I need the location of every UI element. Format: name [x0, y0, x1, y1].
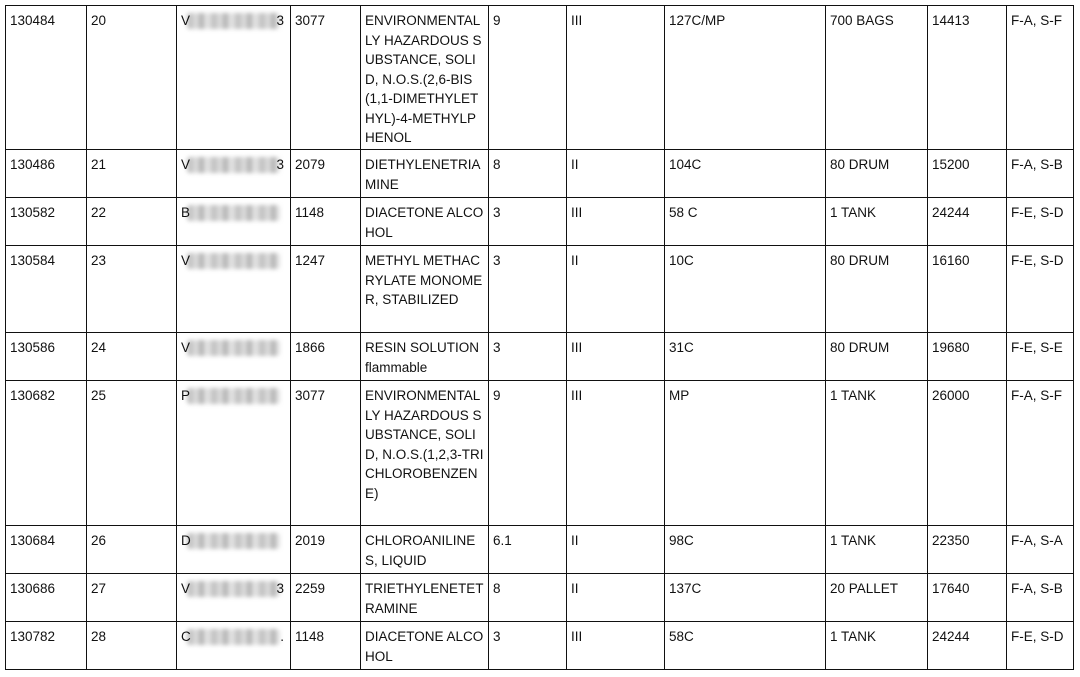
table-row [6, 526, 1074, 574]
un-number-cell: 2079 [291, 150, 361, 198]
redacted-lead-char: P [181, 388, 191, 403]
flash-point-cell: 58C [665, 622, 826, 670]
hazard-class-cell: 9 [489, 381, 567, 526]
un-number-cell: 1866 [291, 333, 361, 381]
weight-cell: 24244 [928, 198, 1007, 246]
proper-shipping-name-cell: DIETHYLENETRIAMINE [361, 150, 489, 198]
redacted-trail-char: 3 [276, 581, 284, 596]
blurred-name-cell [177, 526, 291, 574]
proper-shipping-name-cell: DIACETONE ALCOHOL [361, 198, 489, 246]
proper-shipping-name-cell: ENVIRONMENTALLY HAZARDOUS SUBSTANCE, SOLID, N.O.S.(2,6-BIS(1,1-DIMETHYLETHYL)-4-METHYLPHENOL [361, 6, 489, 150]
packing-group-cell: III [567, 381, 665, 526]
blur-mask [187, 388, 280, 404]
hazard-class-cell: 3 [489, 198, 567, 246]
table-row [6, 246, 1074, 333]
hazard-class-cell: 6.1 [489, 526, 567, 574]
un-number-cell: 1148 [291, 198, 361, 246]
packages-cell: 1 TANK [826, 526, 928, 574]
ems-cell: F-E, S-D [1007, 198, 1074, 246]
sequence-number-cell: 24 [87, 333, 177, 381]
ems-cell: F-A, S-F [1007, 6, 1074, 150]
packages-cell: 1 TANK [826, 622, 928, 670]
sequence-number-cell: 21 [87, 150, 177, 198]
ems-cell: F-A, S-B [1007, 150, 1074, 198]
un-number-cell: 2259 [291, 574, 361, 622]
flash-point-cell: 98C [665, 526, 826, 574]
weight-cell: 19680 [928, 333, 1007, 381]
blurred-name-cell [177, 150, 291, 198]
redacted-text [181, 203, 286, 222]
hazard-class-cell: 3 [489, 246, 567, 333]
flash-point-cell: 10C [665, 246, 826, 333]
sequence-number-cell: 26 [87, 526, 177, 574]
blurred-name-cell [177, 333, 291, 381]
packages-cell: 1 TANK [826, 198, 928, 246]
redacted-lead-char: V [181, 13, 191, 28]
blur-mask [187, 581, 280, 597]
hazard-class-cell: 3 [489, 333, 567, 381]
weight-cell: 24244 [928, 622, 1007, 670]
shipment-id-cell: 130582 [6, 198, 87, 246]
redacted-lead-char: D [181, 533, 191, 548]
packages-cell: 80 DRUM [826, 150, 928, 198]
un-number-cell: 1247 [291, 246, 361, 333]
ems-cell: F-A, S-B [1007, 574, 1074, 622]
blurred-name-cell [177, 381, 291, 526]
hazard-class-cell: 8 [489, 150, 567, 198]
blur-mask [187, 533, 280, 549]
blurred-name-cell [177, 198, 291, 246]
proper-shipping-name-cell: CHLOROANILINES, LIQUID [361, 526, 489, 574]
redacted-text [181, 155, 286, 174]
table-row [6, 198, 1074, 246]
un-number-cell: 3077 [291, 6, 361, 150]
sequence-number-cell: 28 [87, 622, 177, 670]
blur-mask [187, 157, 280, 173]
packages-cell: 1 TANK [826, 381, 928, 526]
redacted-lead-char: B [181, 205, 191, 220]
redacted-text [181, 11, 286, 30]
shipment-id-cell: 130586 [6, 333, 87, 381]
redacted-lead-char: V [181, 253, 191, 268]
weight-cell: 14413 [928, 6, 1007, 150]
table-row [6, 381, 1074, 526]
shipment-id-cell: 130486 [6, 150, 87, 198]
redacted-trail-char: 3 [276, 157, 284, 172]
redacted-text [181, 251, 286, 270]
packages-cell: 80 DRUM [826, 246, 928, 333]
shipment-id-cell: 130782 [6, 622, 87, 670]
redacted-text [181, 579, 286, 598]
sequence-number-cell: 22 [87, 198, 177, 246]
blur-mask [187, 13, 280, 29]
proper-shipping-name-cell: RESIN SOLUTION flammable [361, 333, 489, 381]
packing-group-cell: II [567, 526, 665, 574]
hazard-class-cell: 8 [489, 574, 567, 622]
proper-shipping-name-cell: DIACETONE ALCOHOL [361, 622, 489, 670]
packages-cell: 700 BAGS [826, 6, 928, 150]
ems-cell: F-A, S-A [1007, 526, 1074, 574]
redacted-trail-char: . [280, 629, 284, 644]
un-number-cell: 2019 [291, 526, 361, 574]
table-row [6, 622, 1074, 670]
redacted-lead-char: C [181, 629, 191, 644]
shipment-id-cell: 130686 [6, 574, 87, 622]
blur-mask [187, 253, 280, 269]
flash-point-cell: 104C [665, 150, 826, 198]
redacted-text [181, 531, 286, 550]
shipment-id-cell: 130484 [6, 6, 87, 150]
proper-shipping-name-cell: TRIETHYLENETETRAMINE [361, 574, 489, 622]
un-number-cell: 1148 [291, 622, 361, 670]
weight-cell: 22350 [928, 526, 1007, 574]
table-row [6, 6, 1074, 150]
ems-cell: F-A, S-F [1007, 381, 1074, 526]
weight-cell: 26000 [928, 381, 1007, 526]
packing-group-cell: III [567, 198, 665, 246]
hazard-class-cell: 3 [489, 622, 567, 670]
ems-cell: F-E, S-D [1007, 246, 1074, 333]
packing-group-cell: III [567, 622, 665, 670]
sequence-number-cell: 20 [87, 6, 177, 150]
ems-cell: F-E, S-E [1007, 333, 1074, 381]
flash-point-cell: MP [665, 381, 826, 526]
redacted-lead-char: V [181, 340, 191, 355]
proper-shipping-name-cell: ENVIRONMENTALLY HAZARDOUS SUBSTANCE, SOLID, N.O.S.(1,2,3-TRICHLOROBENZENE) [361, 381, 489, 526]
packing-group-cell: II [567, 150, 665, 198]
redacted-text [181, 386, 286, 405]
redacted-lead-char: V [181, 581, 191, 596]
weight-cell: 16160 [928, 246, 1007, 333]
packages-cell: 20 PALLET [826, 574, 928, 622]
blurred-name-cell [177, 6, 291, 150]
sequence-number-cell: 23 [87, 246, 177, 333]
blurred-name-cell [177, 622, 291, 670]
dangerous-goods-table [5, 5, 1074, 670]
blur-mask [187, 340, 280, 356]
packages-cell: 80 DRUM [826, 333, 928, 381]
ems-cell: F-E, S-D [1007, 622, 1074, 670]
sequence-number-cell: 27 [87, 574, 177, 622]
flash-point-cell: 31C [665, 333, 826, 381]
blur-mask [187, 205, 280, 221]
redacted-lead-char: V [181, 157, 191, 172]
weight-cell: 17640 [928, 574, 1007, 622]
shipment-id-cell: 130682 [6, 381, 87, 526]
hazard-class-cell: 9 [489, 6, 567, 150]
un-number-cell: 3077 [291, 381, 361, 526]
shipment-id-cell: 130684 [6, 526, 87, 574]
blurred-name-cell [177, 246, 291, 333]
sequence-number-cell: 25 [87, 381, 177, 526]
table-row [6, 150, 1074, 198]
packing-group-cell: III [567, 6, 665, 150]
blurred-name-cell [177, 574, 291, 622]
redacted-trail-char: 3 [276, 13, 284, 28]
table-row [6, 574, 1074, 622]
weight-cell: 15200 [928, 150, 1007, 198]
table-row [6, 333, 1074, 381]
table-body [6, 6, 1074, 670]
packing-group-cell: III [567, 333, 665, 381]
flash-point-cell: 58 C [665, 198, 826, 246]
proper-shipping-name-cell: METHYL METHACRYLATE MONOMER, STABILIZED [361, 246, 489, 333]
flash-point-cell: 127C/MP [665, 6, 826, 150]
flash-point-cell: 137C [665, 574, 826, 622]
blur-mask [187, 629, 280, 645]
redacted-text [181, 338, 286, 357]
packing-group-cell: II [567, 574, 665, 622]
redacted-text [181, 627, 286, 646]
shipment-id-cell: 130584 [6, 246, 87, 333]
packing-group-cell: II [567, 246, 665, 333]
